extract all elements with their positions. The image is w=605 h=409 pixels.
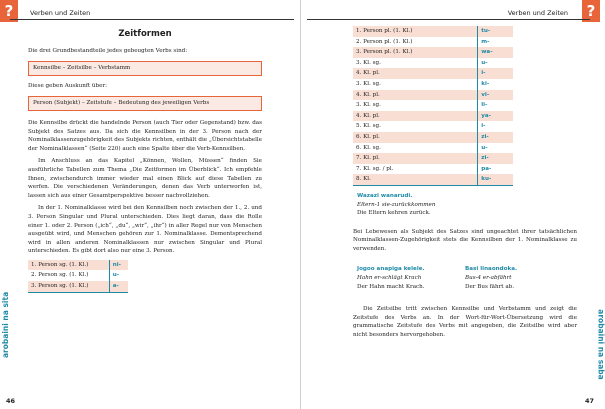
prefix-cell: m- [478,37,513,48]
paragraph-2: Im Anschluss an das Kapitel „Können, Wollen, Müssen“ finden Sie ausführliche Tabellen zum Thema „Die Zeitformen im Überblick“. Ich empfehle Ihnen, zwischendurch immer wieder mal einen Blick auf diese Tabellen zu werfen. Die verschiedenen Veränderungen, denen das Verb unterworfen ist, lassen sich aus einer Gesamtperspektive besser nachvollziehen. [28,158,262,199]
prefix-table [28,260,128,293]
right-content [353,26,577,344]
translation: Der Hahn macht Krach. [357,283,425,290]
table-row [353,79,513,90]
prefix-cell: tu- [478,26,513,37]
header-text: Verben und Zeiten [30,9,91,17]
prefix-cell: zi- [478,153,513,164]
person-class-cell: 2. Person sg. (1. Kl.) [28,270,109,281]
paragraph-1: Die Kennsilbe drückt die handelnde Person (auch Tier oder Gegenstand) bzw. das Subjekt des Satzes aus. Da sich die Kennsilben in der 3. Person nach der Nominalklassenzugehörigkeit des Subjekts richten, enthält die „Übersichtstabelle der Nominalklassen“ (Seite 220) auch eine Spalte über die Verb-Kennsilben. [28,119,262,152]
table-row [353,37,513,48]
page-number: 46 [6,397,16,405]
prefix-cell: a- [109,281,128,292]
person-class-cell: 4. Kl. pl. [353,111,478,122]
person-class-cell: 1. Person pl. (1. Kl.) [353,26,478,37]
table-row [353,26,513,37]
gloss: Bus-4 er-abfährt [465,275,512,282]
info-text: Diese geben Auskunft über: [28,82,107,89]
table-row [353,68,513,79]
paragraph-3: In der 1. Nominalklasse wird bei den Kennsilben noch zwischen der 1., 2. und 3. Person Singular und Plural unterschieden. Dies liegt daran, dass die Rolle einer 1. oder 2. Person („ich“, „du“, „wir“, „ihr“) in aller Regel nur von Menschen ausgeübt wird, und Menschen gehören zur 1. Nominalklasse. Dementsprechend wird in allen anderen Nominalklassen nur zwischen Singular und Plural unterschieden. Es gibt dort also nur eine 3. Person. [28,205,262,255]
example-1 [357,192,577,218]
gloss: Hahn er-schlägt Krach [357,275,422,282]
running-header [307,6,590,20]
swahili-sentence: Wazazi wanarudi. [357,192,413,199]
translation: Die Eltern kehren zurück. [357,210,431,217]
table-row [353,174,513,185]
intro-text: Die drei Grundbestandteile jedes gebeugten Verbs sind: [28,47,188,54]
translation: Der Bus fährt ab. [465,283,515,290]
prefix-cell: ku- [478,174,513,185]
table-row [353,58,513,69]
prefix-cell: u- [478,58,513,69]
person-class-cell: 1. Person sg. (1. Kl.) [28,260,109,271]
person-class-cell: 3. Kl. sg. [353,79,478,90]
person-class-cell: 3. Person pl. (1. Kl.) [353,47,478,58]
highlight-box-meaning: Person (Subjekt) – Zeitstufe – Bedeutung des jeweiligen Verbs [28,96,262,111]
right-page [300,0,605,409]
table-row [353,100,513,111]
table-row [353,132,513,143]
person-class-cell: 7. Kl. sg. / pl. [353,164,478,175]
person-class-cell: 4. Kl. pl. [353,90,478,101]
paragraph-2: Die Zeitsilbe tritt zwischen Kennsilbe und Verbstamm und zeigt die Zeitstufe des Verbs an. In der Wort-für-Wort-Übersetzung wird die grammatische Zeitstufe des Verbs mit angegeben, die Zeitsilbe wird aber nicht besonders hervorgehoben. [353,306,577,339]
running-header [10,6,294,20]
table-row [28,260,128,271]
person-class-cell: 3. Kl. sg. [353,58,478,69]
table-row [353,143,513,154]
example-3 [465,265,555,291]
table-row [353,164,513,175]
page-number: 47 [584,397,594,405]
table-row [28,270,128,281]
highlight-box-components: Kennsilbe – Zeitsilbe – Verbstamm [28,61,262,76]
section-title: Zeitformen [118,29,172,39]
prefix-cell: i- [478,121,513,132]
person-class-cell: 7. Kl. pl. [353,153,478,164]
person-class-cell: 5. Kl. sg. [353,121,478,132]
example-2 [357,265,447,291]
table-row [353,111,513,122]
header-text: Verben und Zeiten [507,9,568,17]
gloss: Eltern-1 sie-zurückkommen [357,201,436,208]
side-page-label: arobaini na saba [596,309,605,380]
left-content [28,26,262,293]
left-page [0,0,300,409]
swahili-sentence: Jogoo anapiga kelele. [357,266,425,273]
person-class-cell: 4. Kl. pl. [353,68,478,79]
person-class-cell: 8. Kl. [353,174,478,185]
examples-row [357,265,577,291]
paragraph-1: Bei Lebewesen als Subjekt des Satzes sind ungeachtet ihrer tatsächlichen Nominalklassen-Zugehörigkeit stets die Kennsilben der 1. Nominalklasse zu verwenden. [353,228,577,252]
person-class-cell: 3. Person sg. (1. Kl.) [28,281,109,292]
table-row [28,281,128,292]
prefix-cell: zi- [478,132,513,143]
prefix-cell: i- [478,68,513,79]
prefix-cell: ki- [478,79,513,90]
person-class-cell: 6. Kl. sg. [353,143,478,154]
prefix-cell: u- [478,143,513,154]
prefix-cell: u- [109,270,128,281]
table-row [353,121,513,132]
question-mark-icon: ? [0,0,18,22]
swahili-sentence: Basi linaondoka. [465,266,518,273]
prefix-cell: pa- [478,164,513,175]
prefix-cell: ni- [109,260,128,271]
person-class-cell: 2. Person pl. (1. Kl.) [353,37,478,48]
table-row [353,47,513,58]
prefix-cell: wa- [478,47,513,58]
prefix-cell: ya- [478,111,513,122]
person-class-cell: 6. Kl. pl. [353,132,478,143]
prefix-cell: vi- [478,90,513,101]
person-class-cell: 3. Kl. sg. [353,100,478,111]
prefix-cell: li- [478,100,513,111]
table-row [353,153,513,164]
prefix-table [353,26,513,186]
side-page-label: arobaini na sita [1,291,10,358]
question-mark-icon: ? [582,0,600,22]
table-row [353,90,513,101]
